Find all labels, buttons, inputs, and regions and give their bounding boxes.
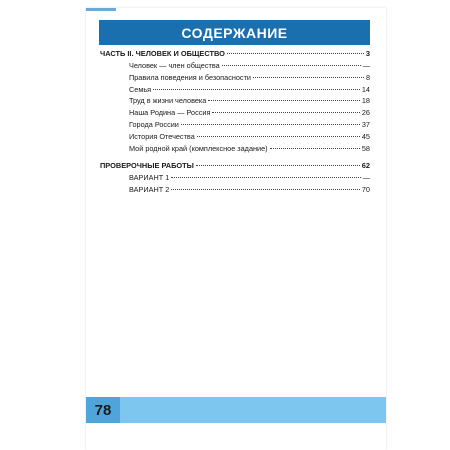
leader-dots — [227, 53, 364, 54]
toc-page-number: — — [362, 61, 370, 70]
leader-dots — [153, 89, 360, 90]
toc-section-label: ПРОВЕРОЧНЫЕ РАБОТЫ — [100, 161, 194, 171]
table-of-contents — [100, 47, 370, 196]
toc-item — [100, 184, 370, 196]
contents-title: СОДЕРЖАНИЕ — [99, 20, 370, 45]
toc-item-label: Правила поведения и безопасности — [129, 72, 251, 82]
toc-item-label: Труд в жизни человека — [129, 96, 207, 106]
toc-page-number: 62 — [361, 161, 370, 171]
toc-page-number: 45 — [361, 131, 370, 141]
toc-section-label: ЧАСТЬ II. ЧЕЛОВЕК И ОБЩЕСТВО — [100, 49, 225, 58]
toc-item — [100, 72, 370, 84]
leader-dots — [196, 165, 360, 166]
toc-item — [100, 131, 370, 143]
toc-page-number: — — [362, 173, 370, 183]
toc-page-number: 58 — [361, 143, 370, 153]
toc-item-label: Семья — [129, 84, 152, 94]
toc-item-label: ВАРИАНТ 2 — [129, 185, 170, 195]
toc-item — [100, 84, 370, 96]
toc-item — [100, 107, 370, 119]
toc-item — [100, 119, 370, 131]
toc-page-number: 26 — [361, 108, 370, 118]
toc-item — [100, 172, 370, 184]
toc-page-number: 18 — [361, 96, 370, 106]
leader-dots — [212, 112, 359, 113]
toc-item-label: Человек — член общества — [129, 61, 220, 70]
leader-dots — [222, 65, 361, 66]
toc-item-label: ВАРИАНТ 1 — [129, 173, 170, 183]
toc-item-label: Города России — [129, 119, 179, 129]
toc-item-label: Наша Родина — Россия — [129, 108, 211, 118]
toc-item-label: Мой родной край (комплексное задание) — [129, 143, 268, 153]
toc-page-number: 37 — [361, 119, 370, 129]
toc-page-number: 70 — [361, 185, 370, 195]
toc-page-number: 3 — [365, 49, 370, 58]
page-number: 78 — [86, 397, 120, 423]
leader-dots — [171, 189, 360, 190]
leader-dots — [270, 148, 360, 149]
leader-dots — [197, 136, 360, 137]
leader-dots — [253, 77, 364, 78]
footer-bar — [86, 397, 386, 423]
top-accent-line — [86, 8, 116, 11]
leader-dots — [181, 124, 360, 125]
toc-page-number: 8 — [365, 72, 370, 82]
leader-dots — [171, 177, 360, 178]
toc-item — [100, 143, 370, 155]
toc-section — [100, 47, 370, 60]
toc-section — [100, 159, 370, 172]
toc-item — [100, 95, 370, 107]
toc-item — [100, 60, 370, 72]
toc-item-label: История Отечества — [129, 131, 195, 141]
toc-page-number: 14 — [361, 84, 370, 94]
leader-dots — [208, 100, 360, 101]
